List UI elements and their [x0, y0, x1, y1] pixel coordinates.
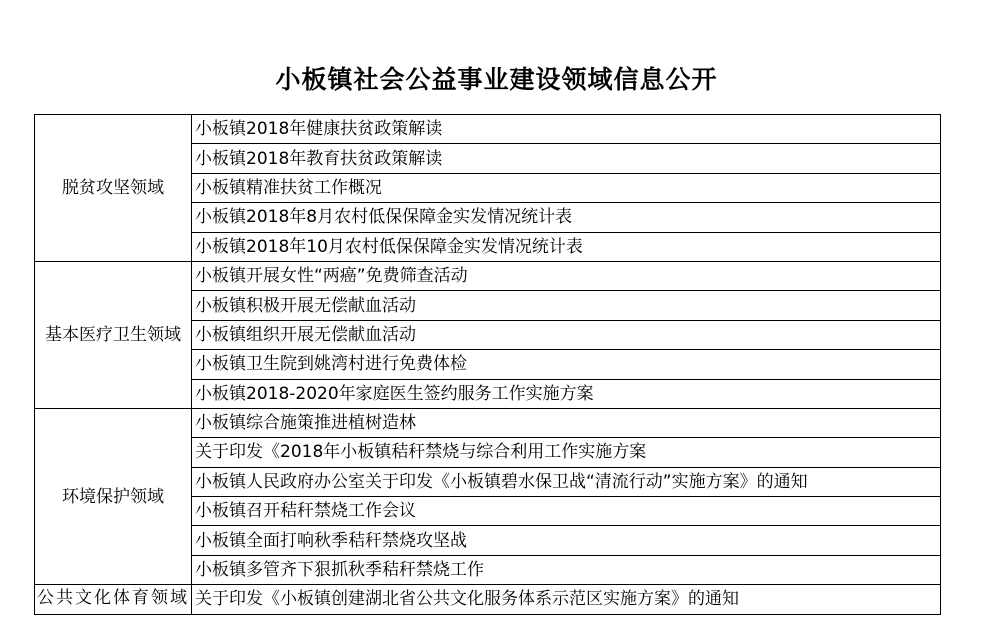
item-link[interactable]: 关于印发《小板镇创建湖北省公共文化服务体系示范区实施方案》的通知: [192, 585, 941, 614]
item-link[interactable]: 小板镇2018-2020年家庭医生签约服务工作实施方案: [192, 379, 941, 408]
item-link[interactable]: 小板镇全面打响秋季秸秆禁烧攻坚战: [192, 526, 941, 555]
item-link[interactable]: 小板镇2018年8月农村低保保障金实发情况统计表: [192, 203, 941, 232]
item-link[interactable]: 小板镇召开秸秆禁烧工作会议: [192, 497, 941, 526]
info-table: [34, 114, 941, 615]
item-link[interactable]: 小板镇综合施策推进植树造林: [192, 408, 941, 437]
item-link[interactable]: 小板镇多管齐下狠抓秋季秸秆禁烧工作: [192, 555, 941, 584]
table-row: [35, 261, 941, 290]
category-cell: 脱贫攻坚领域: [35, 115, 192, 262]
item-link[interactable]: 小板镇开展女性“两癌”免费筛查活动: [192, 261, 941, 290]
item-link[interactable]: 小板镇人民政府办公室关于印发《小板镇碧水保卫战“清流行动”实施方案》的通知: [192, 467, 941, 496]
item-link[interactable]: 小板镇组织开展无偿献血活动: [192, 320, 941, 349]
item-link[interactable]: 小板镇卫生院到姚湾村进行免费体检: [192, 350, 941, 379]
item-link[interactable]: 小板镇精准扶贫工作概况: [192, 173, 941, 202]
table-row: [35, 585, 941, 614]
item-link[interactable]: 小板镇2018年10月农村低保保障金实发情况统计表: [192, 232, 941, 261]
category-cell: 公共文化体育领域: [35, 585, 192, 614]
category-cell: 基本医疗卫生领域: [35, 261, 192, 408]
item-link[interactable]: 关于印发《2018年小板镇秸秆禁烧与综合利用工作实施方案: [192, 438, 941, 467]
table-row: [35, 408, 941, 437]
table-row: [35, 115, 941, 144]
category-cell: 环境保护领域: [35, 408, 192, 584]
item-link[interactable]: 小板镇2018年教育扶贫政策解读: [192, 144, 941, 173]
item-link[interactable]: 小板镇2018年健康扶贫政策解读: [192, 115, 941, 144]
item-link[interactable]: 小板镇积极开展无偿献血活动: [192, 291, 941, 320]
page-title: 小板镇社会公益事业建设领域信息公开: [275, 65, 718, 94]
